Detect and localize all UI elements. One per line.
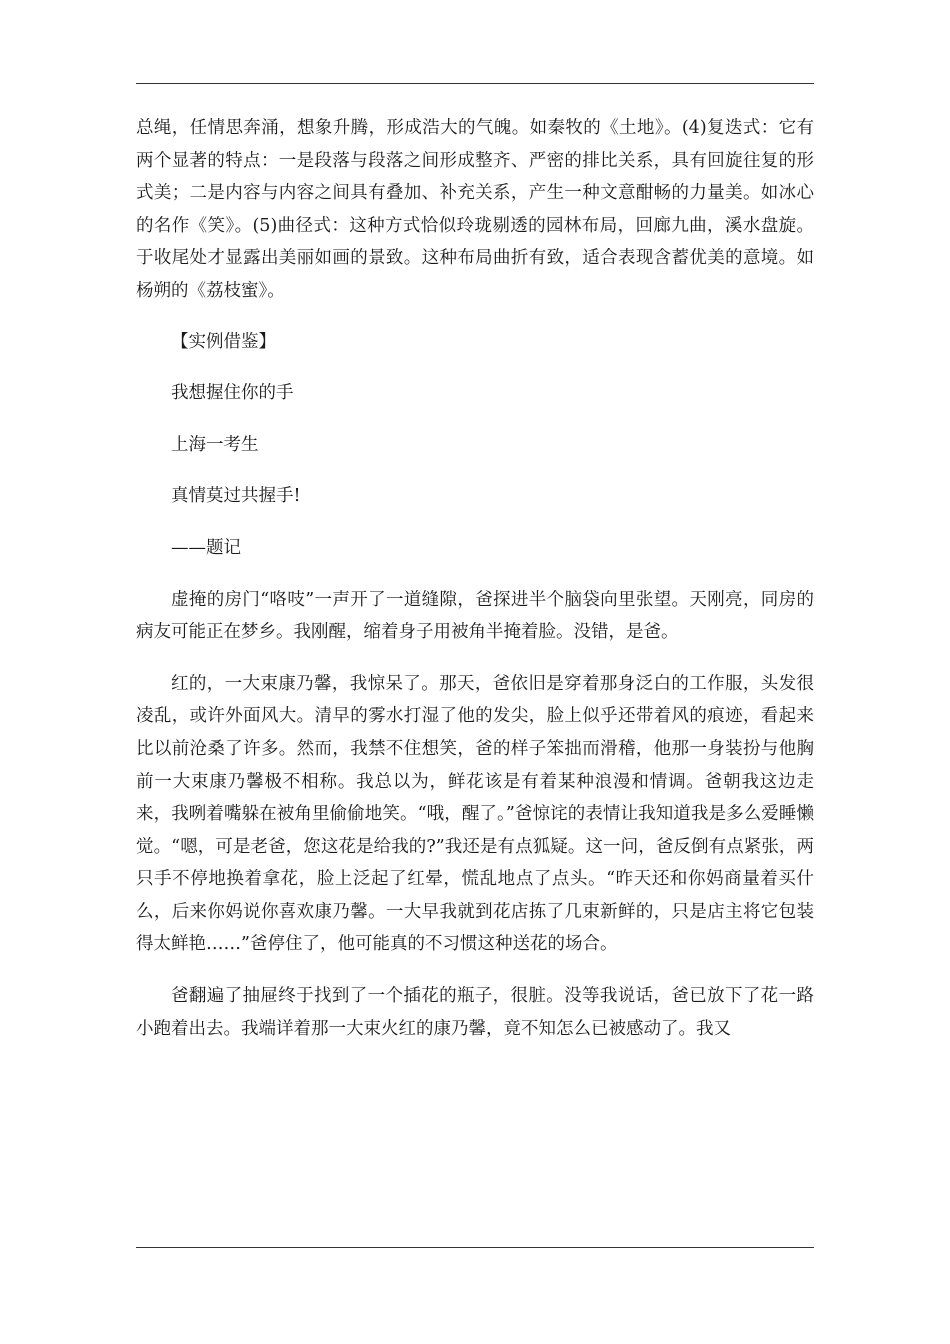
footer-rule — [136, 1247, 814, 1248]
intro-paragraph: 总绳，任情思奔涌，想象升腾，形成浩大的气魄。如秦牧的《土地》。(4)复迭式：它有两个显著的特点：一是段落与段落之间形成整齐、严密的排比关系，具有回旋往复的形式美；二是内容与内容之间具有叠加、补充关系，产生一种文意酣畅的力量美。如冰心的名作《笑》。(5)曲径式：这种方式恰似玲珑剔透的园林布局，回廊九曲，溪水盘旋。于收尾处才显露出美丽如画的景致。这种布局曲折有致，适合表现含蓄优美的意境。如杨朔的《荔枝蜜》。 — [136, 118, 814, 301]
body-paragraph-3: 爸翻遍了抽屉终于找到了一个插花的瓶子，很脏。没等我说话，爸已放下了花一路小跑着出去。我端详着那一大束火红的康乃馨，竟不知怎么已被感动了。我又 — [136, 986, 814, 1039]
body-paragraph-1: 虚掩的房门“咯吱”一声开了一道缝隙，爸探进半个脑袋向里张望。天刚亮，同房的病友可能正在梦乡。我刚醒，缩着身子用被角半掩着脸。没错，是爸。 — [136, 589, 814, 643]
section-heading: 【实例借鉴】 — [171, 331, 276, 352]
essay-author: 上海一考生 — [171, 434, 259, 455]
epigraph-label: ——题记 — [171, 537, 241, 558]
epigraph: 真情莫过共握手! — [171, 486, 301, 507]
essay-title: 我想握住你的手 — [171, 383, 294, 404]
body-paragraph-2: 红的，一大束康乃馨，我惊呆了。那天，爸依旧是穿着那身泛白的工作服，头发很凌乱，或许外面风大。清早的雾水打湿了他的发尖，脸上似乎还带着风的痕迹，看起来比以前沧桑了许多。然而，我禁不住想笑，爸的样子笨拙而滑稽，他那一身装扮与他胸前一大束康乃馨极不相称。我总以为，鲜花该是有着某种浪漫和情调。爸朝我这边走来，我咧着嘴躲在被角里偷偷地笑。“哦，醒了。”爸惊诧的表情让我知道我是多么爱睡懒觉。“嗯，可是老爸，您这花是给我的?”我还是有点狐疑。这一问，爸反倒有点紧张，两只手不停地换着拿花，脸上泛起了红晕，慌乱地点了点头。“昨天还和你妈商量着买什么，后来你妈说你喜欢康乃馨。一大早我就到花店拣了几束新鲜的，只是店主将它包装得太鲜艳……”爸停住了，他可能真的不习惯这种送花的场合。 — [136, 673, 814, 955]
header-rule — [136, 83, 814, 84]
page-content — [136, 112, 814, 1064]
